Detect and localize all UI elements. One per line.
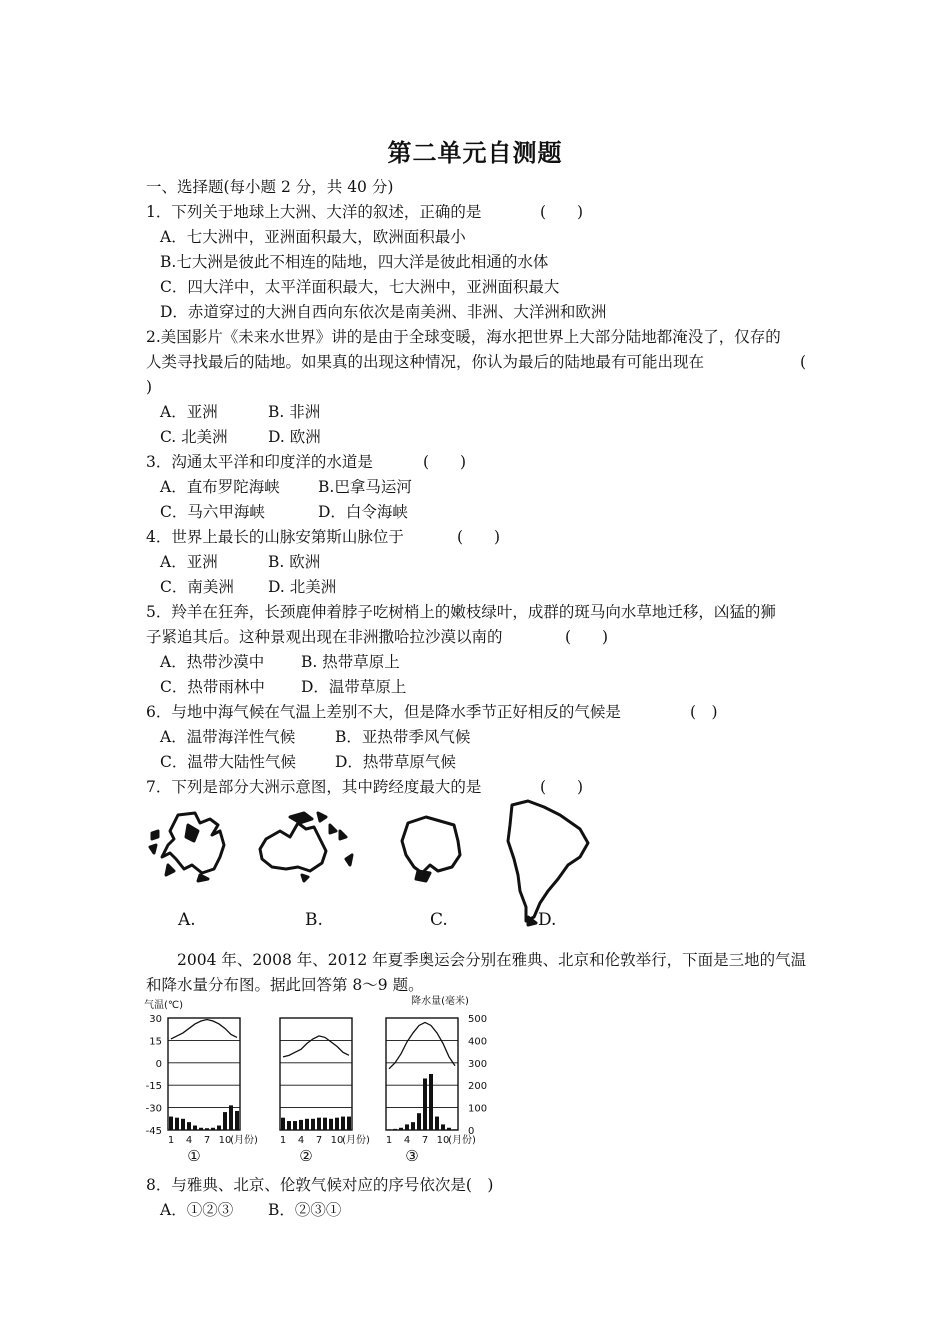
q2-stem-line2: 人类寻找最后的陆地。如果真的出现这种情况，你认为最后的陆地最有可能出现在 (146, 353, 705, 371)
temp-tick-label: 30 (149, 1014, 162, 1025)
continent-label-a: A. (178, 910, 196, 930)
precip-bar (393, 1129, 397, 1130)
precip-bar (211, 1128, 215, 1130)
precip-bar (181, 1119, 185, 1130)
precip-tick-label: 500 (468, 1014, 488, 1025)
climate-chart (140, 994, 500, 1164)
x-tick-label: 1 (385, 1135, 393, 1146)
temperature-line (171, 1019, 237, 1038)
q4-option-a: A．亚洲 (160, 553, 218, 571)
q2-option-d: D. 欧洲 (268, 428, 321, 446)
continent-outline-d-south-america (508, 801, 588, 925)
precip-bar (235, 1111, 239, 1130)
q3-answer-paren: ( ) (423, 453, 467, 471)
q5-stem-line2: 子紧追其后。这种景观出现在非洲撒哈拉沙漠以南的 (146, 628, 503, 646)
temp-tick-label: 15 (149, 1036, 162, 1048)
precip-bar (347, 1117, 351, 1130)
q5-option-a: A．热带沙漠中 (160, 653, 265, 671)
precip-bar (335, 1118, 339, 1130)
olympics-paragraph-line1: 2004 年、2008 年、2012 年夏季奥运会分别在雅典、北京和伦敦举行，下面是三地的气温 (177, 951, 807, 969)
q5-answer-paren: ( ) (565, 628, 609, 646)
x-axis-unit-label: (月份) (342, 1135, 370, 1146)
precip-bar (299, 1120, 303, 1130)
x-tick-label: 1 (167, 1135, 175, 1146)
precip-bar (175, 1118, 179, 1130)
q1-option-a: A．七大洲中，亚洲面积最大，欧洲面积最小 (160, 228, 466, 246)
precip-bar (405, 1124, 409, 1130)
q5-option-b: B. 热带草原上 (301, 653, 400, 671)
temp-tick-label: -15 (145, 1081, 162, 1093)
q8-stem: 8．与雅典、北京、伦敦气候对应的序号依次是( ) (146, 1176, 494, 1194)
panel-label: ③ (405, 1147, 419, 1164)
q2-answer-paren-close: ) (146, 378, 153, 396)
q4-stem: 4．世界上最长的山脉安第斯山脉位于 (146, 528, 404, 546)
x-tick-label: 1 (279, 1135, 287, 1146)
q2-stem-line1: 2.美国影片《未来水世界》讲的是由于全球变暖，海水把世界上大部分陆地都淹没了，仅存的 (146, 328, 781, 346)
q1-stem: 1．下列关于地球上大洲、大洋的叙述，正确的是 (146, 203, 482, 221)
precip-tick-label: 300 (468, 1058, 488, 1070)
section-heading: 一、选择题(每小题 2 分，共 40 分) (146, 178, 394, 196)
continent-label-b: B. (305, 910, 323, 930)
right-axis-title: 降水量(毫米) (411, 996, 469, 1007)
q7-stem: 7．下列是部分大洲示意图，其中跨经度最大的是 (146, 778, 482, 796)
panel-label: ① (187, 1147, 201, 1164)
precip-bar (441, 1124, 445, 1130)
precip-tick-label: 200 (468, 1081, 488, 1093)
precip-bar (187, 1122, 191, 1130)
continent-label-c: C. (430, 910, 448, 930)
q3-option-c: C．马六甲海峡 (160, 503, 265, 521)
q1-option-c: C．四大洋中，太平洋面积最大，七大洲中，亚洲面积最大 (160, 278, 560, 296)
q3-option-b: B.巴拿马运河 (318, 478, 412, 496)
x-axis-unit-label: (月份) (230, 1135, 258, 1146)
page-title: 第二单元自测题 (387, 138, 563, 167)
q5-option-d: D．温带草原上 (301, 678, 407, 696)
panel-label: ② (299, 1147, 313, 1164)
q3-option-d: D．白令海峡 (318, 503, 408, 521)
continent-outline-b-oceania (260, 813, 352, 881)
precip-bar (387, 1129, 391, 1130)
q1-option-d: D．赤道穿过的大洲自西向东依次是南美洲、非洲、大洋洲和欧洲 (160, 303, 607, 321)
x-tick-label: 10 (436, 1135, 450, 1146)
q6-option-c: C．温带大陆性气候 (160, 753, 296, 771)
precip-bar (229, 1105, 233, 1130)
q6-option-a: A．温带海洋性气候 (160, 728, 296, 746)
x-axis-unit-label: (月份) (448, 1135, 476, 1146)
precip-bar (193, 1126, 197, 1130)
q2-option-a: A．亚洲 (160, 403, 218, 421)
precip-bar (311, 1119, 315, 1130)
q6-stem: 6．与地中海气候在气温上差别不大，但是降水季节正好相反的气候是 (146, 703, 621, 721)
q1-option-b: B.七大洲是彼此不相连的陆地，四大洋是彼此相通的水体 (160, 253, 549, 271)
precip-bar (341, 1117, 345, 1130)
x-tick-label: 4 (403, 1135, 411, 1146)
precip-bar (399, 1128, 403, 1130)
x-tick-label: 7 (315, 1135, 323, 1146)
precip-bar (317, 1118, 321, 1130)
precip-tick-label: 400 (468, 1036, 488, 1048)
precip-bar (411, 1122, 415, 1130)
q6-answer-paren: ( ) (690, 703, 718, 721)
temperature-line (283, 1036, 349, 1057)
q3-stem: 3．沟通太平洋和印度洋的水道是 (146, 453, 373, 471)
precip-bar (223, 1112, 227, 1130)
q1-answer-paren: ( ) (540, 203, 584, 221)
continent-label-d: D. (538, 910, 557, 930)
q7-answer-paren: ( ) (540, 778, 584, 796)
olympics-paragraph-line2: 和降水量分布图。据此回答第 8～9 题。 (146, 976, 424, 994)
panel-frame (280, 1018, 352, 1130)
panel-frame (386, 1018, 458, 1130)
precip-bar (305, 1119, 309, 1130)
precip-bar (417, 1113, 421, 1130)
temp-tick-label: 0 (155, 1058, 162, 1070)
x-tick-label: 10 (218, 1135, 232, 1146)
continent-outline-a-europe (150, 813, 224, 881)
continent-outline-c-africa (402, 817, 460, 881)
x-tick-label: 4 (297, 1135, 305, 1146)
temperature-line (389, 1022, 455, 1068)
temp-tick-label: -45 (145, 1126, 162, 1137)
left-axis-title: 气温(℃) (144, 1000, 184, 1011)
precip-bar (199, 1128, 203, 1130)
x-tick-label: 7 (203, 1135, 211, 1146)
precip-tick-label: 0 (468, 1126, 475, 1137)
precip-bar (323, 1118, 327, 1130)
precip-bar (281, 1118, 285, 1130)
q2-answer-paren-open: ( (800, 353, 807, 371)
x-tick-label: 7 (421, 1135, 429, 1146)
x-tick-label: 10 (330, 1135, 344, 1146)
q4-answer-paren: ( ) (457, 528, 501, 546)
q3-option-a: A．直布罗陀海峡 (160, 478, 280, 496)
precip-bar (329, 1119, 333, 1130)
precip-bar (169, 1117, 173, 1130)
q4-option-b: B. 欧洲 (268, 553, 321, 571)
x-tick-label: 4 (185, 1135, 193, 1146)
precip-bar (423, 1078, 427, 1130)
q4-option-d: D. 北美洲 (268, 578, 337, 596)
q6-option-d: D．热带草原气候 (335, 753, 456, 771)
q2-option-c: C. 北美洲 (160, 428, 228, 446)
q2-option-b: B. 非洲 (268, 403, 321, 421)
q5-option-c: C．热带雨林中 (160, 678, 265, 696)
precip-bar (287, 1121, 291, 1130)
q8-option-b: B．②③① (268, 1201, 342, 1219)
precip-bar (293, 1121, 297, 1130)
q5-stem-line1: 5．羚羊在狂奔，长颈鹿伸着脖子吃树梢上的嫩枝绿叶，成群的斑马向水草地迁移，凶猛的狮 (146, 603, 776, 621)
q6-option-b: B．亚热带季风气候 (335, 728, 471, 746)
precip-bar (429, 1074, 433, 1130)
precip-bar (205, 1128, 209, 1130)
temp-tick-label: -30 (145, 1103, 162, 1115)
precip-bar (453, 1129, 457, 1130)
precip-bar (217, 1126, 221, 1130)
precip-tick-label: 100 (468, 1103, 488, 1115)
q4-option-c: C．南美洲 (160, 578, 234, 596)
q8-option-a: A．①②③ (160, 1201, 234, 1219)
precip-bar (435, 1117, 439, 1130)
precip-bar (447, 1128, 451, 1130)
